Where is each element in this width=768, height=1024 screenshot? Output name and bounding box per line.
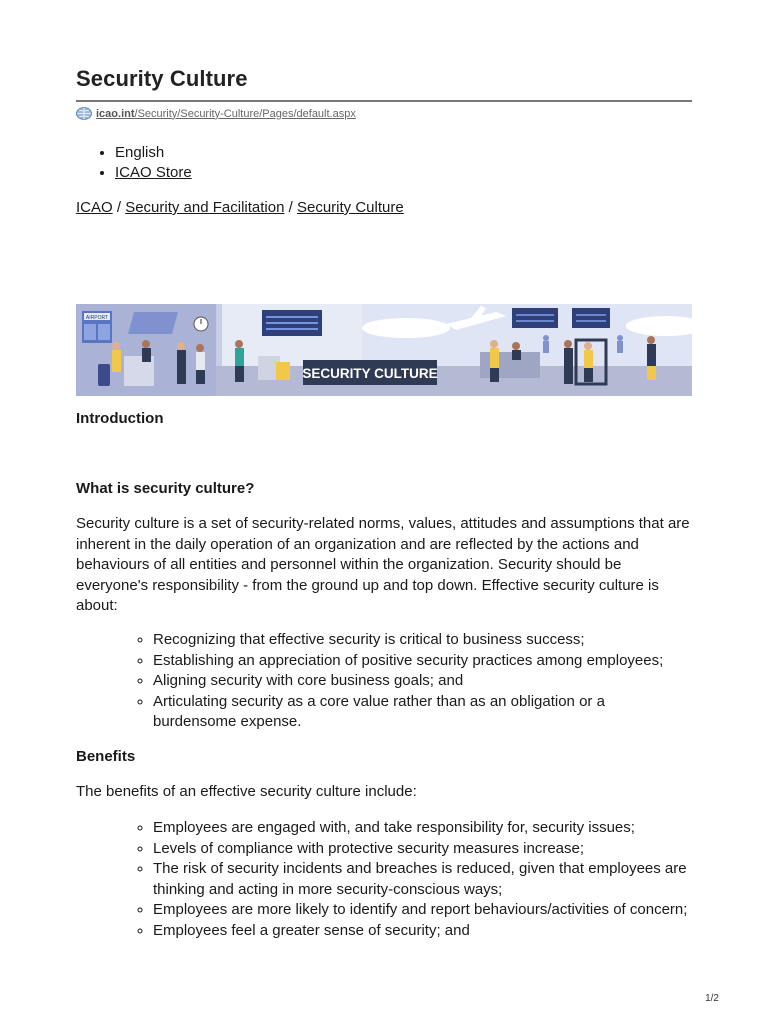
list-item: ◦ Employees are more likely to identify and report behaviours/activities of concern; — [153, 900, 692, 921]
list-item: ◦ Articulating security as a core value rather than as an obligation or a burdensome expense. — [153, 692, 692, 733]
list-item: ◦ Levels of compliance with protective security measures increase; — [153, 839, 692, 860]
what-is-bullet-list — [76, 630, 692, 733]
language-item-english: • English — [115, 143, 192, 163]
list-item: ◦ Aligning security with core business goals; and — [153, 671, 692, 692]
icao-store-link[interactable]: ICAO Store — [115, 164, 192, 181]
what-is-paragraph: Security culture is a set of security-related norms, values, attitudes and assumptions that are inherent in the daily operation of an organization and are reflected by the actions and behaviours of all entities and personnel within the organization. Security should be everyone's responsibility - from the ground up and top down. Effective security culture is about: — [76, 515, 690, 615]
benefits-paragraph: The benefits of an effective security culture include: — [76, 783, 417, 800]
list-item: ◦ The risk of security incidents and breaches is reduced, given that employees are thinking and acting in more security-conscious ways; — [153, 859, 692, 900]
title-divider — [76, 100, 692, 102]
breadcrumb — [76, 198, 404, 218]
icao-logo-icon — [76, 107, 92, 120]
source-url[interactable] — [76, 107, 356, 120]
list-item: ◦ Employees feel a greater sense of security; and — [153, 921, 692, 942]
language-list — [76, 143, 192, 183]
breadcrumb-separator: / — [116, 199, 122, 216]
banner-label: SECURITY CULTURE — [302, 366, 438, 381]
page-number: 1/2 — [705, 993, 719, 1004]
breadcrumb-security-facilitation[interactable]: Security and Facilitation — [125, 199, 285, 216]
source-link[interactable]: icao.int/Security/Security-Culture/Pages/default.aspx — [96, 107, 356, 120]
list-item: ◦ Establishing an appreciation of positive security practices among employees; — [153, 651, 692, 672]
airport-illustration — [76, 304, 692, 396]
section-heading-benefits: Benefits — [76, 748, 136, 765]
section-heading-what-is: What is security culture? — [76, 480, 255, 497]
security-culture-banner — [76, 304, 692, 396]
page-title: Security Culture — [76, 66, 248, 91]
breadcrumb-security-culture[interactable]: Security Culture — [296, 199, 404, 216]
breadcrumb-icao[interactable]: ICAO — [76, 199, 113, 216]
list-item: ◦ Employees are engaged with, and take responsibility for, security issues; — [153, 818, 692, 839]
language-item-store[interactable] — [115, 163, 192, 183]
section-heading-introduction: Introduction — [76, 410, 164, 427]
list-item: ◦ Recognizing that effective security is critical to business success; — [153, 630, 692, 651]
breadcrumb-separator: / — [288, 199, 293, 216]
airport-sign: AIRPORT — [85, 315, 109, 321]
benefits-bullet-list — [76, 818, 692, 942]
